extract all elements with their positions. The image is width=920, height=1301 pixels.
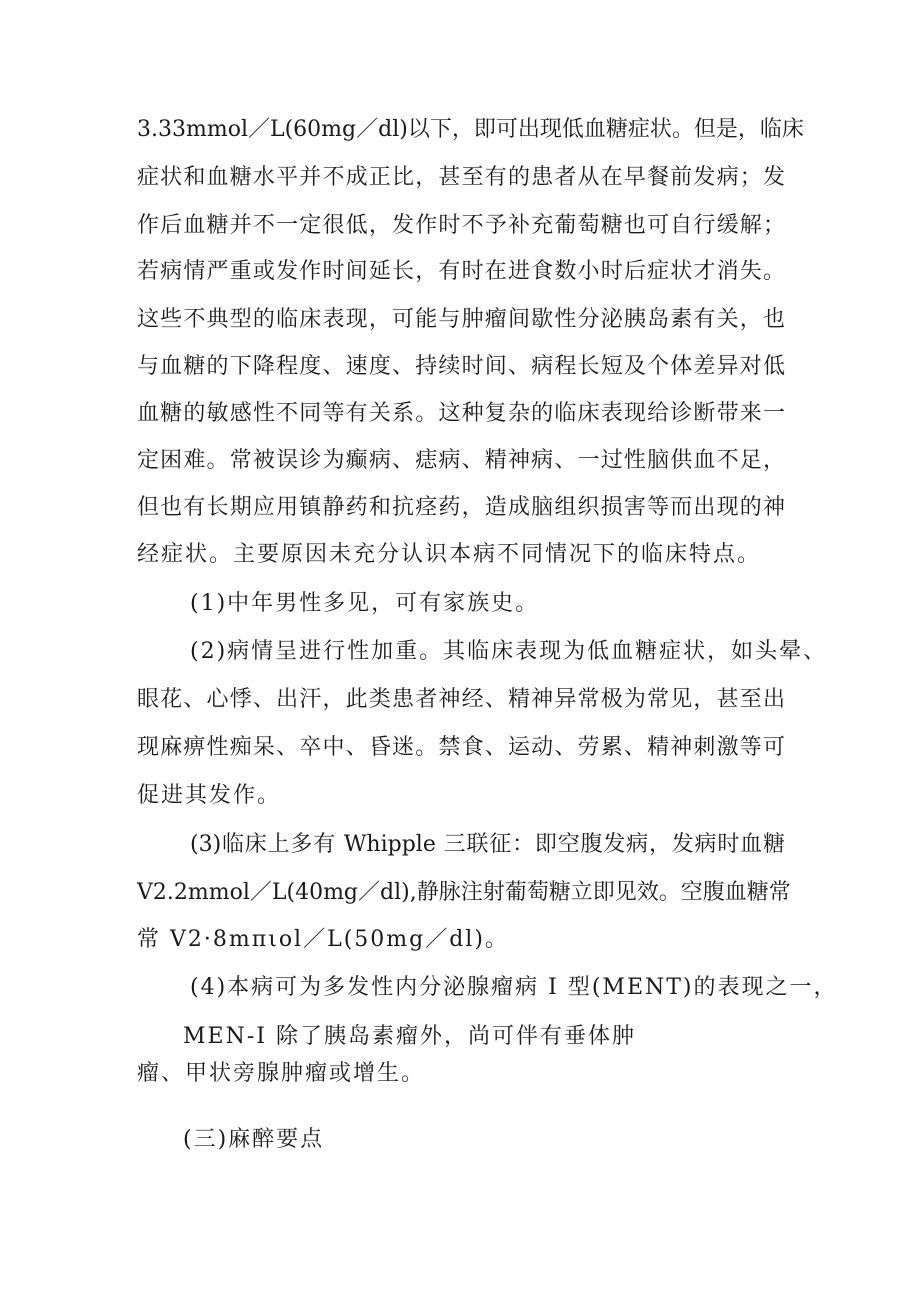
paragraph-line: 定困难。常被误诊为癫病、痣病、精神病、一过性脑供血不足，	[137, 448, 785, 473]
list-item-2: (2)病情呈进行性加重。其临床表现为低血糖症状，如头晕、	[190, 639, 828, 664]
paragraph-line: 与血糖的下降程度、速度、持续时间、病程长短及个体差异对低	[137, 354, 785, 379]
paragraph-line: MEN-I 除了胰岛素瘤外，尚可伴有垂体肿	[183, 1024, 636, 1049]
list-item-4: (4)本病可为多发性内分泌腺瘤病 I 型(MENT)的表现之一，	[190, 975, 838, 1000]
paragraph-line: 但也有长期应用镇静药和抗痉药，造成脑组织损害等而出现的神	[137, 495, 785, 520]
paragraph-line: 若病情严重或发作时间延长，有时在进食数小时后症状才消失。	[137, 259, 785, 284]
paragraph-line: 这些不典型的临床表现，可能与肿瘤间歇性分泌胰岛素有关，也	[137, 307, 785, 332]
paragraph-line: 3.33mmol／L(60mg／dl)以下，即可出现低血糖症状。但是，临床	[137, 117, 804, 142]
paragraph-line: 现麻痹性痴呆、卒中、昏迷。禁食、运动、劳累、精神刺激等可	[137, 735, 785, 760]
paragraph-line: 眼花、心悸、出汗，此类患者神经、精神异常极为常见，甚至出	[137, 687, 785, 712]
paragraph-line: 作后血糖并不一定很低，发作时不予补充葡萄糖也可自行缓解；	[137, 213, 785, 238]
paragraph-line: 常 V2·8mπιol／L(50mg／dl)。	[137, 927, 509, 952]
paragraph-line: 瘤、甲状旁腺肿瘤或增生。	[137, 1061, 426, 1086]
list-item-1: (1)中年男性多见，可有家族史。	[190, 591, 540, 616]
paragraph-line: 促进其发作。	[137, 783, 282, 808]
list-item-3: (3)临床上多有 Whipple 三联征：即空腹发病，发病时血糖	[190, 832, 785, 857]
paragraph-line: 经症状。主要原因未充分认识本病不同情况下的临床特点。	[137, 542, 762, 567]
paragraph-line: 血糖的敏感性不同等有关系。这种复杂的临床表现给诊断带来一	[137, 401, 785, 426]
paragraph-line: V2.2mmol／L(40mg／dl),静脉注射葡萄糖立即见效。空腹血糖常	[137, 880, 791, 905]
section-heading: (三)麻醉要点	[183, 1127, 325, 1152]
paragraph-line: 症状和血糖水平并不成正比，甚至有的患者从在早餐前发病；发	[137, 165, 785, 190]
